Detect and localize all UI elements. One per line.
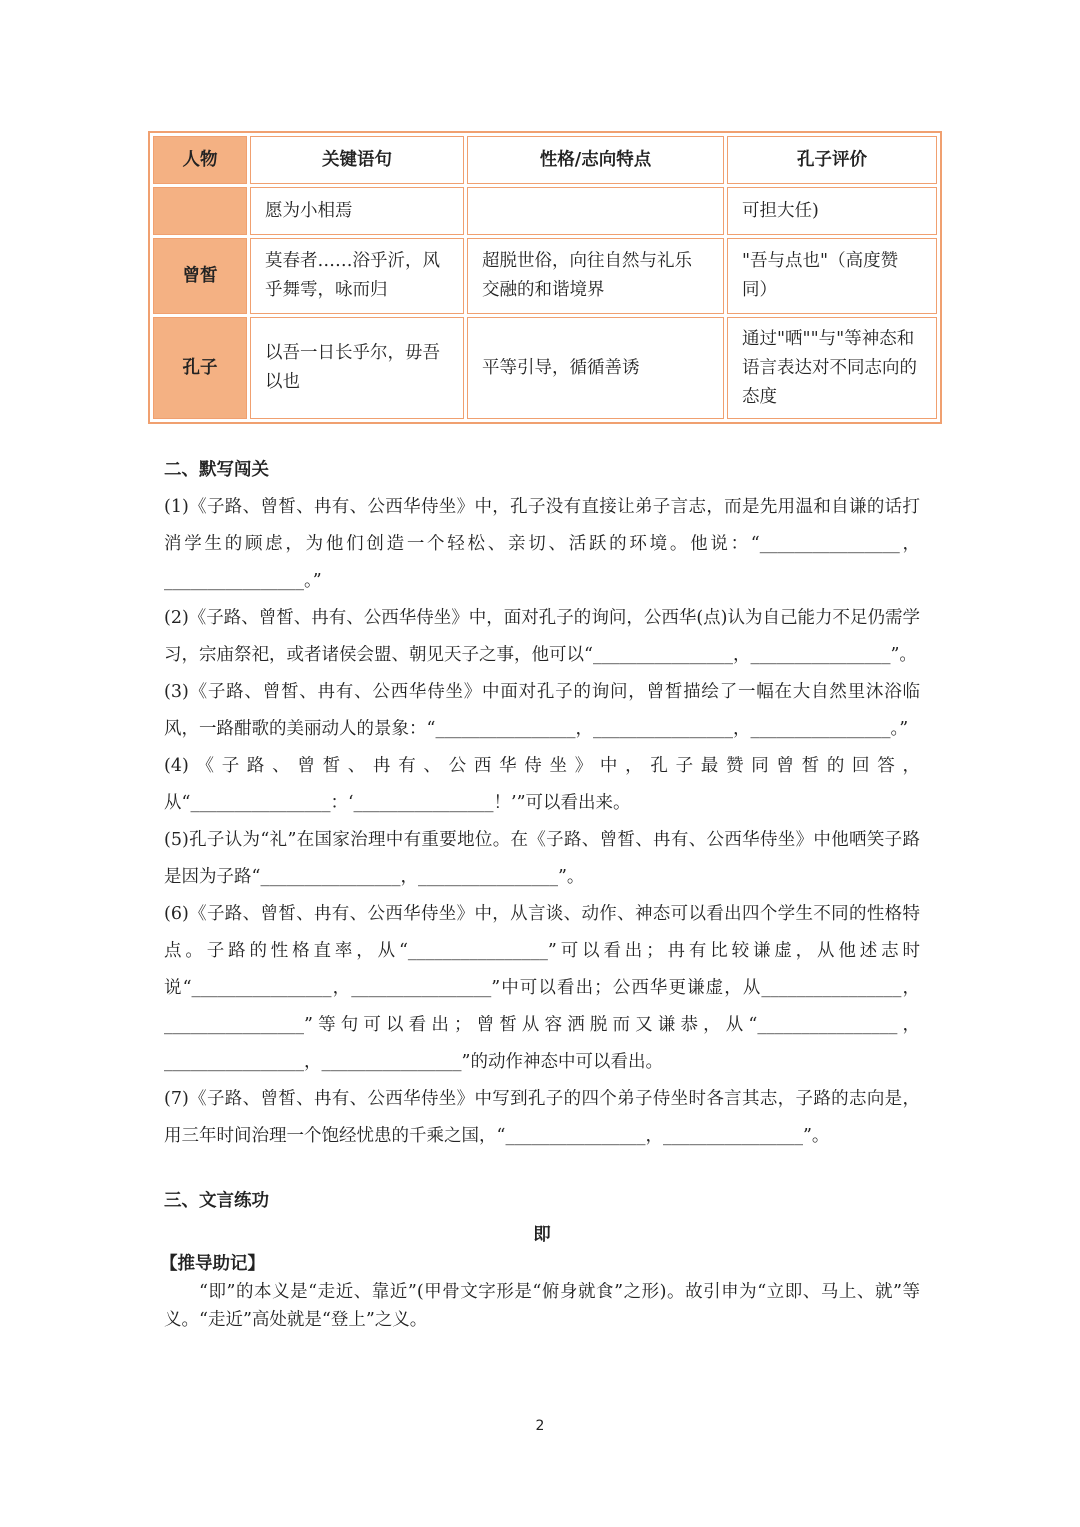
table-header-row [153, 136, 937, 184]
section-title-dictation: 二、默写闯关 [164, 460, 269, 480]
person-cell [153, 187, 247, 235]
table-row [153, 238, 937, 314]
question-4: (4)《子路、曾皙、冉有、公西华侍坐》中，孔子最赞同曾皙的回答，从“________________：‘________________！’”可以看出来。 [164, 756, 920, 813]
table-row [153, 317, 937, 419]
character-table [148, 131, 942, 424]
person-cell: 孔子 [153, 317, 247, 419]
trait-cell: 平等引导，循循善诱 [467, 317, 724, 419]
question-3: (3)《子路、曾皙、冉有、公西华侍坐》中面对孔子的询问，曾皙描绘了一幅在大自然里沐浴临风，一路酣歌的美丽动人的景象：“________________，________________，________________。” [164, 682, 920, 739]
comment-cell: 通过"哂""与"等神态和语言表达对不同志向的态度 [727, 317, 937, 419]
header-quote: 关键语句 [250, 136, 464, 184]
word-title: 即 [533, 1225, 551, 1245]
person-cell: 曾皙 [153, 238, 247, 314]
question-5: (5)孔子认为“礼”在国家治理中有重要地位。在《子路、曾皙、冉有、公西华侍坐》中他哂笑子路是因为子路“________________，________________”。 [164, 830, 920, 887]
quote-cell: 愿为小相焉 [250, 187, 464, 235]
header-comment: 孔子评价 [727, 136, 937, 184]
question-6: (6)《子路、曾皙、冉有、公西华侍坐》中，从言谈、动作、神态可以看出四个学生不同的性格特点。子路的性格直率，从“________________”可以看出；冉有比较谦虚，从他述志时说“________________，________________”中可以看出；公西华更谦虚，从________________，________________”等句可以看出；曾皙从容洒脱而又谦恭，从“________________，________________，________________”的动作神态中可以看出。 [164, 904, 920, 1072]
comment-cell: "吾与点也"（高度赞同） [727, 238, 937, 314]
question-2: (2)《子路、曾皙、冉有、公西华侍坐》中，面对孔子的询问，公西华(点)认为自己能力不足仍需学习，宗庙祭祀，或者诸侯会盟、朝见天子之事，他可以“________________，________________”。 [164, 608, 920, 665]
header-person: 人物 [153, 136, 247, 184]
trait-cell [467, 187, 724, 235]
comment-cell: 可担大任) [727, 187, 937, 235]
header-trait: 性格/志向特点 [467, 136, 724, 184]
note-text: “即”的本义是“走近、靠近”(甲骨文字形是“俯身就食”之形)。故引申为“立即、马上、就”等义。“走近”高处就是“登上”之义。 [164, 1282, 920, 1330]
trait-cell: 超脱世俗，向往自然与礼乐交融的和谐境界 [467, 238, 724, 314]
table-row [153, 187, 937, 235]
note-heading: 【推导助记】 [160, 1254, 265, 1274]
quote-cell: 莫春者……浴乎沂，风乎舞雩，咏而归 [250, 238, 464, 314]
question-1: (1)《子路、曾皙、冉有、公西华侍坐》中，孔子没有直接让弟子言志，而是先用温和自谦的话打消学生的顾虑，为他们创造一个轻松、亲切、活跃的环境。他说：“________________，________________。” [164, 497, 920, 591]
main-content [160, 452, 920, 1334]
page-number: 2 [535, 1418, 545, 1434]
section-title-classical: 三、文言练功 [164, 1191, 269, 1211]
question-7: (7)《子路、曾皙、冉有、公西华侍坐》中写到孔子的四个弟子侍坐时各言其志，子路的志向是，用三年时间治理一个饱经忧患的千乘之国，“________________，________________”。 [164, 1089, 920, 1146]
quote-cell: 以吾一日长乎尔，毋吾以也 [250, 317, 464, 419]
spacer [164, 1155, 920, 1183]
